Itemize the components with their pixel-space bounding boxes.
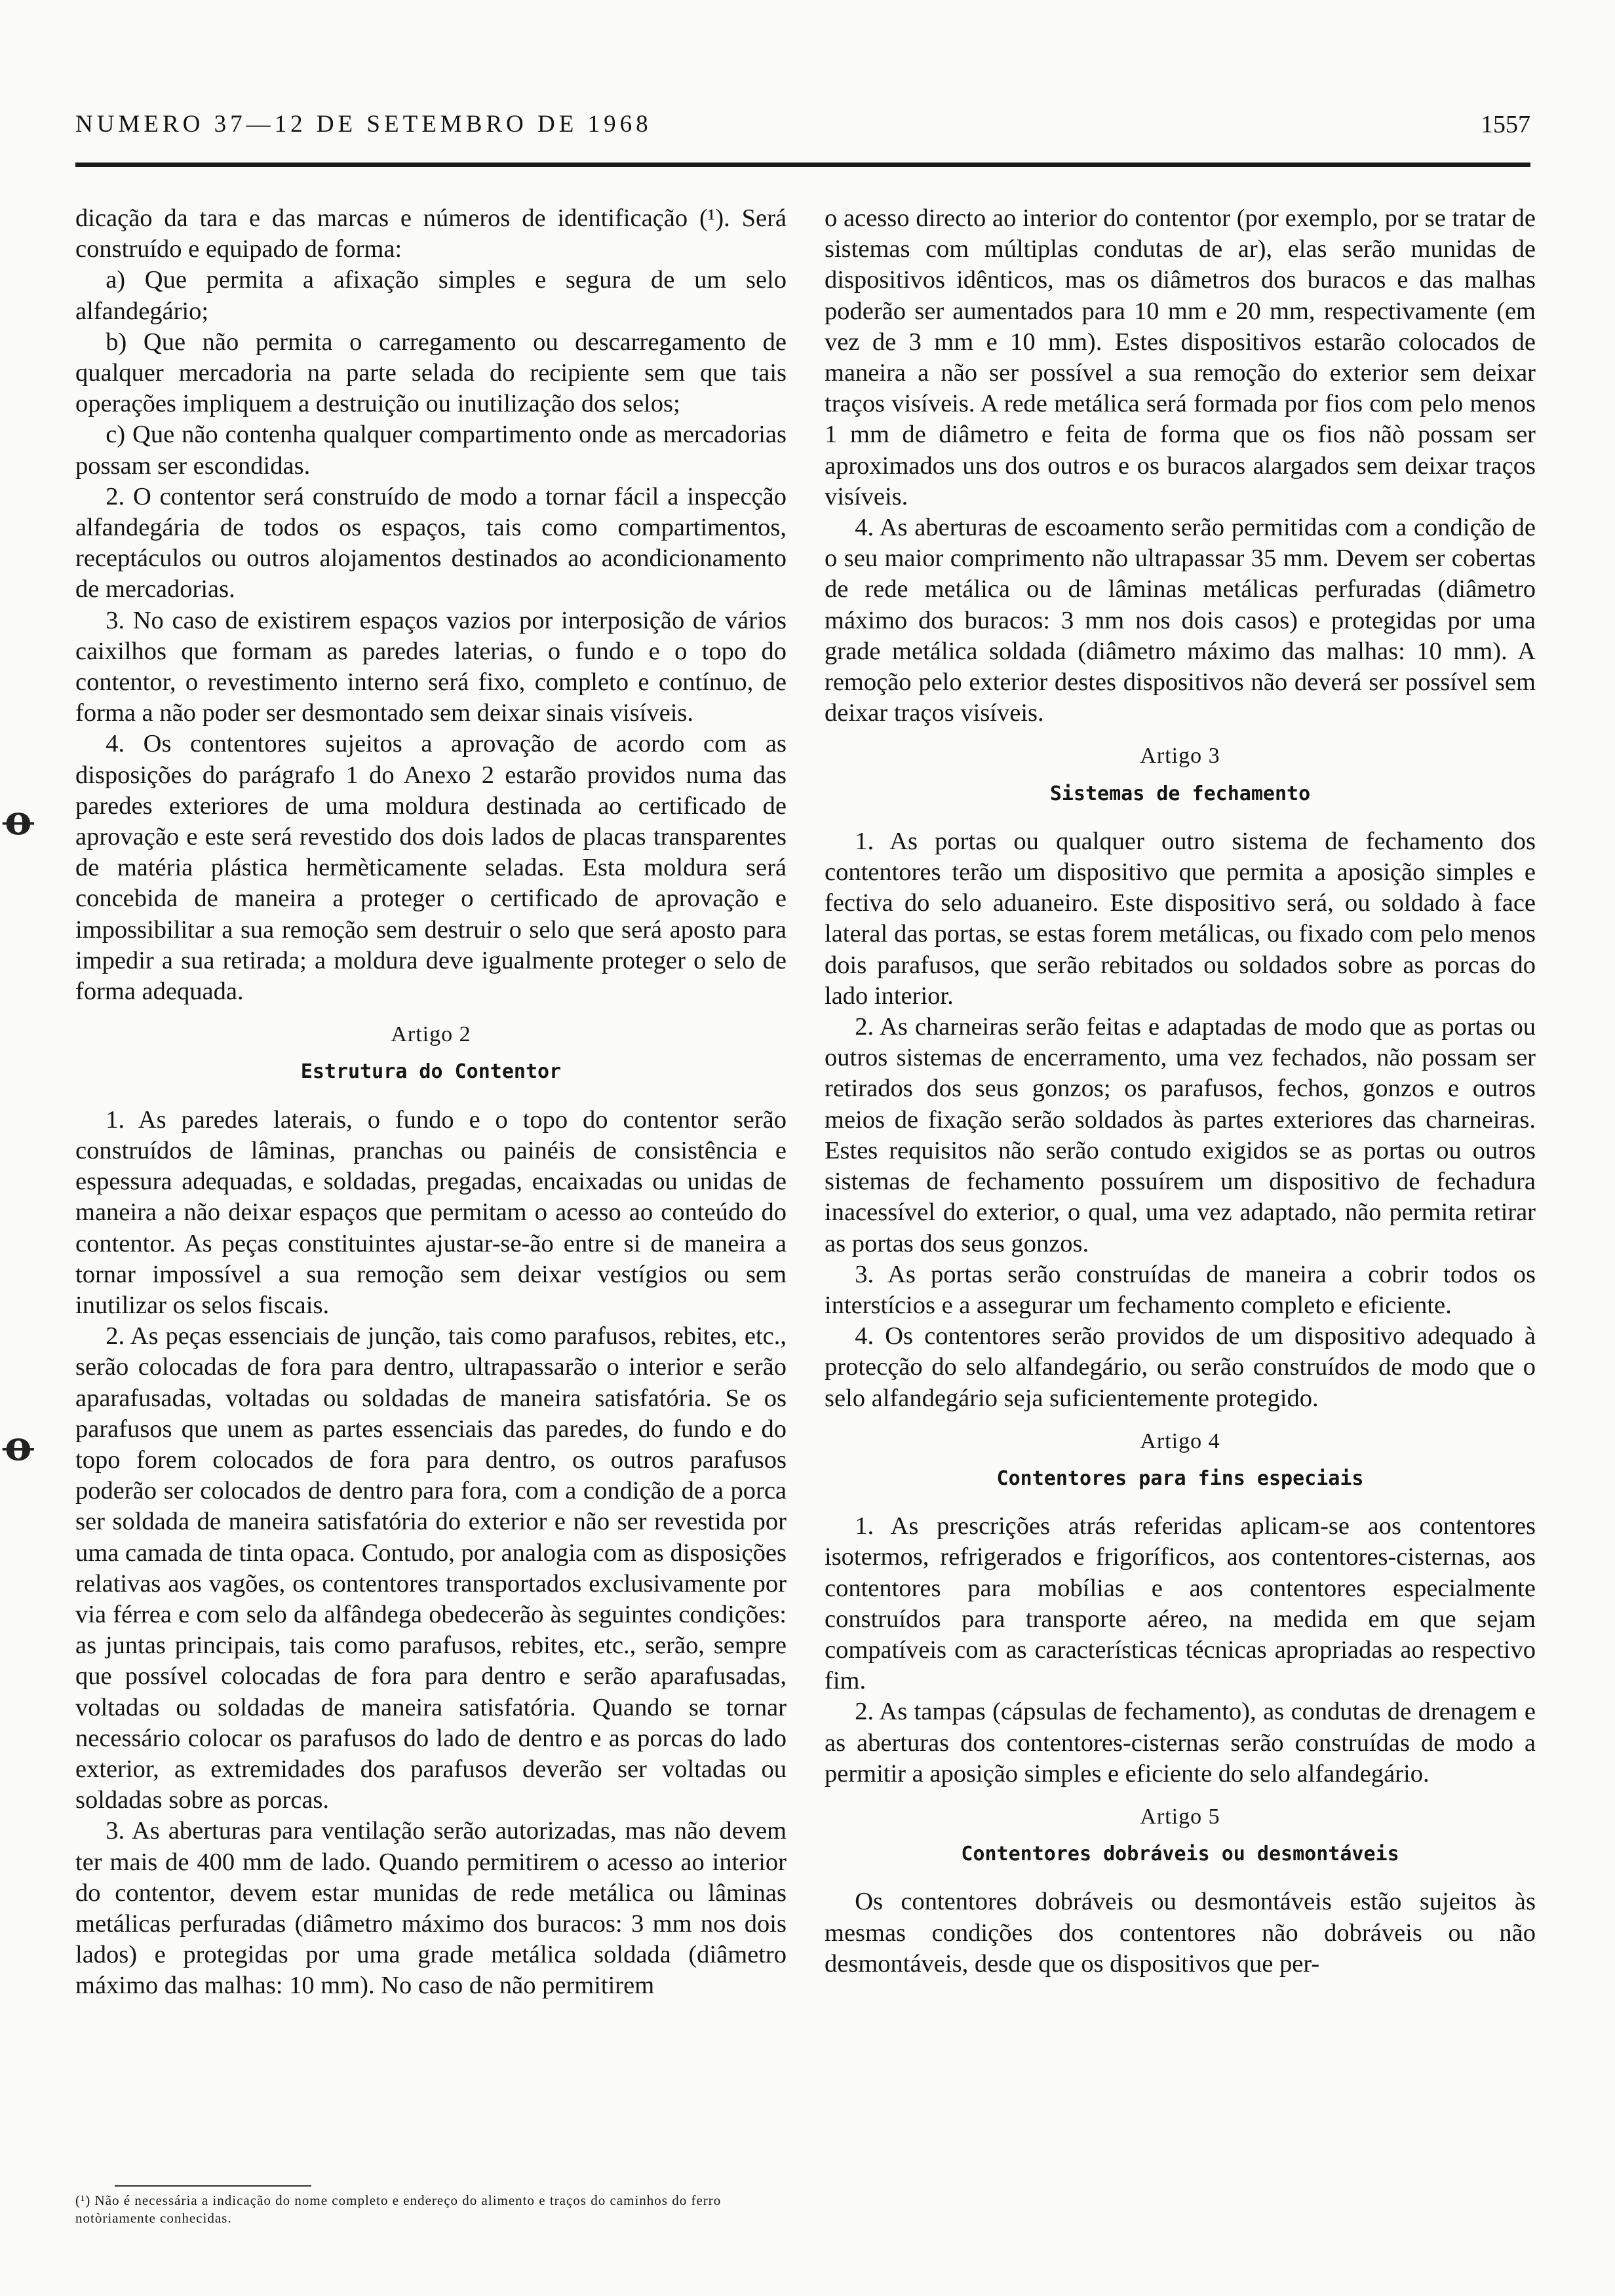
paragraph: Os contentores dobráveis ou desmontáveis estão sujeitos às mesmas condições dos contentores não dobráveis ou não desmontáveis, desde que os dispositivos que per- <box>825 1888 1536 1978</box>
section-title: Contentores para fins especiais <box>996 1466 1364 1490</box>
header-rule <box>75 163 1530 167</box>
margin-mark: ꝋ <box>3 1425 34 1469</box>
paragraph: 2. O contentor será construído de modo a tornar fácil a inspecção alfandegária de todos os espaços, tais como compartimentos, receptáculos ou outros alojamentos destinados ao acondicionamento de mercadorias. <box>75 482 787 603</box>
footnote-rule <box>115 2185 311 2187</box>
paragraph: 3. As aberturas para ventilação serão autorizadas, mas não devem ter mais de 400 mm de lado. Quando permitirem o acesso ao interior do contentor, devem estar munidas de rede metálica ou lâminas metálicas perfuradas (diâmetro máximo dos buracos: 3 mm nos dois lados) e protegidas por uma grade metálica soldada (diâmetro máximo das malhas: 10 mm). No caso de não permitirem <box>75 1817 787 2000</box>
paragraph: 1. As prescrições atrás referidas aplicam-se aos contentores isotermos, refrigerados e frigoríficos, aos contentores-cisternas, aos contentores para mobílias e aos contentores especialmente construídos para transporte aéreo, na medida em que sejam compatíveis com as características técnicas apropriadas ao respectivo fim. <box>825 1512 1536 1695</box>
article-heading: Artigo 2 <box>391 1022 471 1047</box>
paragraph: dicação da tara e das marcas e números de identificação (¹). Será construído e equipado de forma: <box>75 204 787 263</box>
paragraph: 4. As aberturas de escoamento serão permitidas com a condição de o seu maior comprimento não ultrapassar 35 mm. Devem ser cobertas de rede metálica ou de lâminas metálicas perfuradas (diâmetro máximo dos buracos: 3 mm nos dois casos) e protegidas por uma grade metálica soldada (diâmetro máximo das malhas: 10 mm). A remoção pelo exterior destes dispositivos não deverá ser possível sem deixar traços visíveis. <box>825 514 1536 727</box>
list-item: a) Que permita a afixação simples e segura de um selo alfandegário; <box>75 266 787 325</box>
article-heading: Artigo 3 <box>1140 744 1220 769</box>
section-title: Contentores dobráveis ou desmontáveis <box>961 1843 1399 1866</box>
paragraph: 3. As portas serão construídas de maneira a cobrir todos os interstícios e a assegurar um fechamento completo e eficiente. <box>825 1260 1536 1319</box>
paragraph: 1. As paredes laterais, o fundo e o topo do contentor serão construídos de lâminas, pranchas ou painéis de consistência e espessura adequadas, e soldadas, pregadas, encaixadas ou unidas de maneira a não deixar espaços que permitam o acesso ao conteúdo do contentor. As peças constituintes ajustar-se-ão entre si de maneira a tornar impossível a sua remoção sem deixar vestígios ou sem inutilizar os selos fiscais. <box>75 1105 787 1319</box>
section-title: Sistemas de fechamento <box>1049 782 1311 805</box>
list-item: c) Que não contenha qualquer compartimento onde as mercadorias possam ser escondidas. <box>75 421 787 480</box>
footnote: (¹) Não é necessária a indicação do nome completo e endereço do alimento e traços do caminhos do ferro notòriamente conhecidas. <box>75 2192 722 2226</box>
section-title: Estrutura do Contentor <box>300 1060 562 1084</box>
left-column <box>75 203 787 2002</box>
paragraph: 4. Os contentores sujeitos a aprovação de acordo com as disposições do parágrafo 1 do Anexo 2 estarão providos numa das paredes exteriores de uma moldura destinada ao certificado de aprovação e este será revestido dos dois lados de placas transparentes de matéria plástica hermèticamente seladas. Esta moldura será concebida de maneira a proteger o certificado de aprovação e impossibilitar a sua remoção sem destruir o selo que será aposto para impedir a sua retirada; a moldura deve igualmente proteger o selo de forma adequada. <box>75 730 787 1006</box>
journal-title: NUMERO 37—12 DE SETEMBRO DE 1968 <box>75 111 652 138</box>
margin-mark: ꝋ <box>3 799 34 843</box>
article-heading: Artigo 5 <box>1140 1804 1220 1829</box>
paragraph: o acesso directo ao interior do contentor (por exemplo, por se tratar de sistemas com múltiplas condutas de ar), elas serão munidas de dispositivos idênticos, mas os diâmetros dos buracos e das malhas poderão ser aumentados para 10 mm e 20 mm, respectivamente (em vez de 3 mm e 10 mm). Estes dispositivos estarão colocados de maneira a não ser possível a sua remoção do exterior sem deixar traços visíveis. A rede metálica será formada por fios com pelo menos 1 mm de diâmetro e feita de forma que os fios nãò possam ser aproximados uns dos outros e os buracos alargados sem deixar traços visíveis. <box>825 204 1536 510</box>
page-number: 1557 <box>1481 111 1530 138</box>
right-column <box>825 203 1536 1980</box>
paragraph: 2. As charneiras serão feitas e adaptadas de modo que as portas ou outros sistemas de encerramento, uma vez fechados, não possam ser retirados dos seus gonzos; os parafusos, fechos, gonzos e outros meios de fixação serão soldados às partes exteriores das charneiras. Estes requisitos não serão contudo exigidos se as portas ou outros sistemas de fechamento possuírem um dispositivo de fechadura inacessível do exterior, o qual, uma vez adaptado, não permita retirar as portas dos seus gonzos. <box>825 1013 1536 1257</box>
paragraph: 2. As peças essenciais de junção, tais como parafusos, rebites, etc., serão colocadas de fora para dentro, ultrapassarão o interior e serão aparafusadas, voltadas ou soldadas de maneira satisfatória. Se os parafusos que unem as partes essenciais das paredes, do fundo e do topo forem colocados de fora para dentro, os outros parafusos poderão ser colocados de dentro para fora, com a condição de a porca ser soldada de maneira satisfatória do exterior e não ser revestida por uma camada de tinta opaca. Contudo, por analogia com as disposições relativas aos vagões, os contentores transportados exclusivamente por via férrea e com selo da alfândega obedecerão às seguintes condições: as juntas principais, tais como parafusos, rebites, etc., serão, sempre que possível colocadas de fora para dentro e serão aparafusadas, voltadas ou soldadas de maneira satisfatória. Quando se tornar necessário colocar os parafusos do lado de dentro e as porcas do lado exterior, as extremidades dos parafusos deverão ser voltadas ou soldadas sobre as porcas. <box>75 1322 787 1814</box>
page-header <box>75 110 1530 149</box>
paragraph: 3. No caso de existirem espaços vazios por interposição de vários caixilhos que formam as paredes laterias, o fundo e o topo do contentor, o revestimento interno será fixo, completo e contínuo, de forma a não poder ser desmontado sem deixar sinais visíveis. <box>75 606 787 727</box>
paragraph: 4. Os contentores serão providos de um dispositivo adequado à protecção do selo alfandegário, ou serão construídos de modo que o selo alfandegário seja suficientemente protegido. <box>825 1322 1536 1412</box>
paragraph: 1. As portas ou qualquer outro sistema de fechamento dos contentores terão um dispositivo que permita a aposição simples e fectiva do selo aduaneiro. Este dispositivo será, ou soldado à face lateral das portas, se estas forem metálicas, ou fixado com pelo menos dois parafusos, que serão rebitados ou soldados sobre as porcas do lado interior. <box>825 827 1536 1010</box>
paragraph: 2. As tampas (cápsulas de fechamento), as condutas de drenagem e as aberturas dos contentores-cisternas serão construídas de modo a permitir a aposição simples e eficiente do selo alfandegário. <box>825 1698 1536 1788</box>
list-item: b) Que não permita o carregamento ou descarregamento de qualquer mercadoria na parte selada do recipiente sem que tais operações impliquem a destruição ou inutilização dos selos; <box>75 328 787 418</box>
article-heading: Artigo 4 <box>1140 1428 1220 1453</box>
